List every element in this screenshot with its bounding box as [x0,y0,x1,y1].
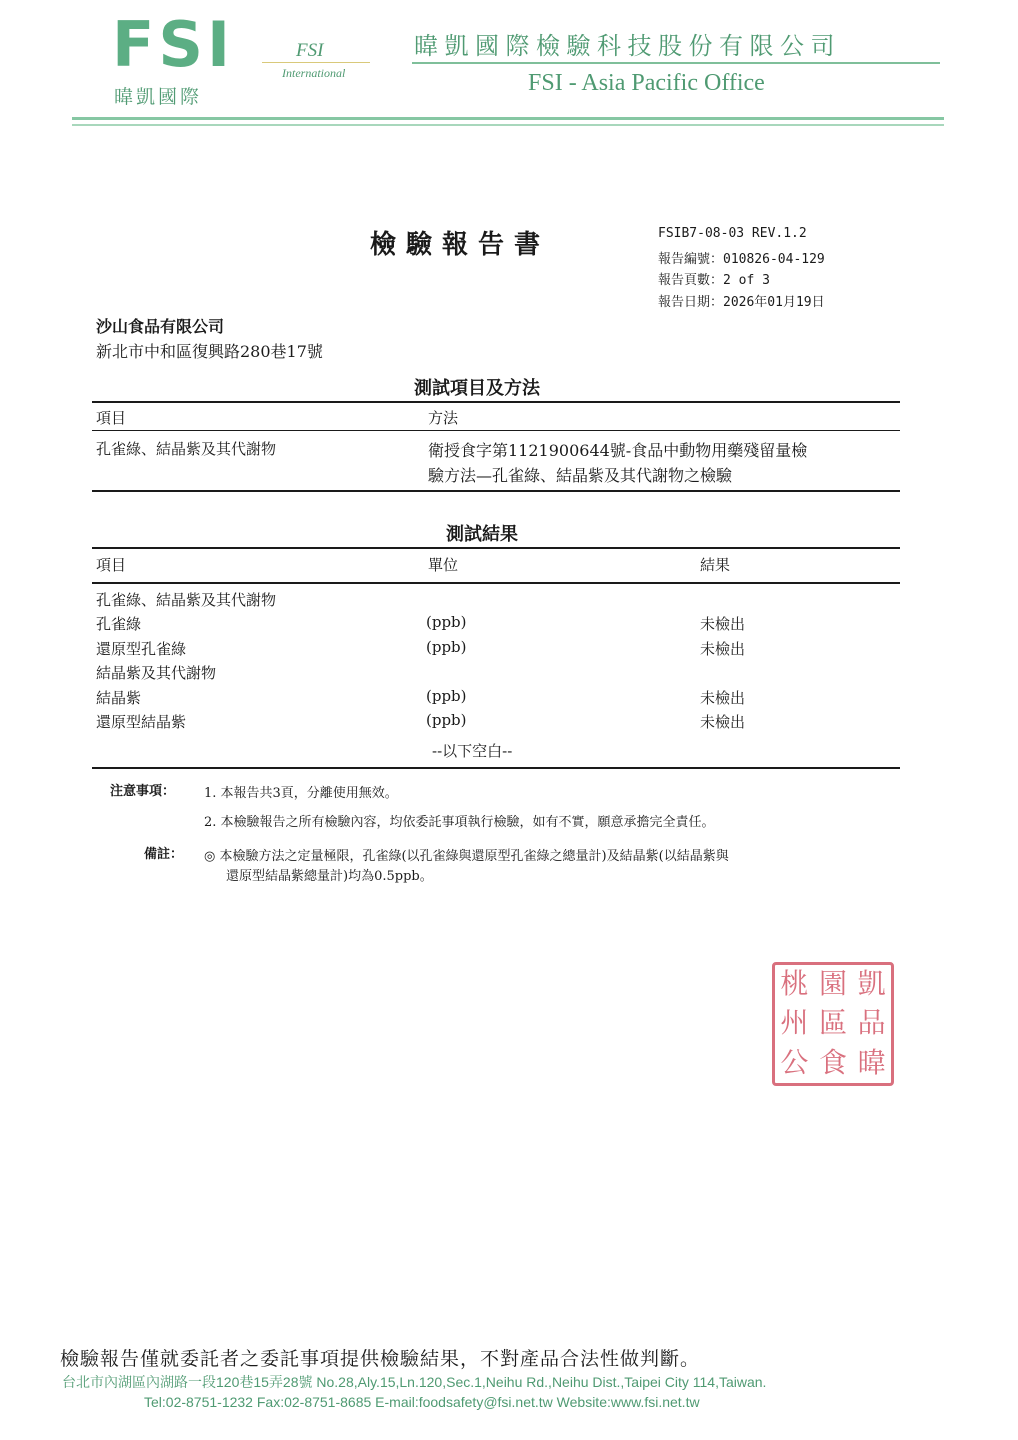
methods-row-item: 孔雀綠、結晶紫及其代謝物 [96,440,277,458]
results-header-unit: 單位 [428,556,459,574]
seal-character: 州 [780,1006,809,1040]
notes-label: 注意事項： [110,784,176,799]
results-row-item: 還原型結晶紫 [96,713,187,731]
header-rule-secondary [72,124,944,126]
results-row-item: 結晶紫 [96,689,142,707]
methods-row-method-line1: 衛授食字第1121900644號-食品中動物用藥殘留量檢 [428,441,808,460]
results-header-result: 結果 [700,556,731,574]
note-item: 2. 本檢驗報告之所有檢驗內容，均依委託事項執行檢驗，如有不實，願意承擔完全責任。 [204,815,715,830]
seal-character: 暐 [857,1045,886,1079]
results-row-item: 還原型孔雀綠 [96,640,187,658]
results-row-result: 未檢出 [700,713,746,731]
results-top-rule [92,547,900,549]
methods-header-rule [92,430,900,431]
seal-character: 區 [818,1006,847,1040]
methods-top-rule [92,401,900,403]
remark-line2: 還原型結晶紫總量計)均為0.5ppb。 [226,869,433,884]
results-end-marker: --以下空白-- [432,742,513,760]
fsi-logo: FSI [112,8,235,81]
results-row-unit: (ppb) [426,613,467,631]
results-row-result: 未檢出 [700,615,746,633]
results-header-item: 項目 [96,556,127,574]
results-bottom-rule [92,767,900,769]
results-row-result: 未檢出 [700,640,746,658]
seal-character: 食 [818,1045,847,1079]
results-row-item: 孔雀綠、結晶紫及其代謝物 [96,591,277,609]
remark-label: 備註： [144,847,184,862]
seal-character: 桃 [780,967,809,1000]
footer-contact: Tel:02-8751-1232 Fax:02-8751-8685 E-mail:foodsafety@fsi.net.tw Website:www.fsi.net.tw [144,1394,700,1410]
footer-address: 台北市內湖區內湖路一段120巷15弄28號 No.28,Aly.15,Ln.120,Sec.1,Neihu Rd.,Neihu Dist.,Taipei City 114,Taiwan. [62,1374,767,1390]
methods-section-title: 測試項目及方法 [414,378,540,399]
company-divider [412,62,940,64]
results-row-unit: (ppb) [426,638,467,656]
remark-line1: ◎ 本檢驗方法之定量極限，孔雀綠(以孔雀綠與還原型孔雀綠之總量計)及結晶紫(以結晶紫與 [204,849,729,864]
company-name-chinese: 暐凱國際檢驗科技股份有限公司 [414,32,841,60]
fsi-international-subtitle: International [282,66,346,80]
company-seal-stamp [772,962,894,1086]
header-rule [72,117,944,120]
seal-character: 園 [818,967,847,1000]
seal-character: 公 [780,1045,809,1079]
methods-header-method: 方法 [428,409,459,427]
results-row-unit: (ppb) [426,687,467,705]
report-number: 報告編號：010826-04-129 [658,252,825,267]
footer-disclaimer: 檢驗報告僅就委託者之委託事項提供檢驗結果，不對產品合法性做判斷。 [60,1348,701,1370]
results-header-rule [92,582,900,584]
form-code: FSIB7-08-03 REV.1.2 [658,226,807,241]
results-row-item: 結晶紫及其代謝物 [96,664,217,682]
note-item: 1. 本報告共3頁，分離使用無效。 [204,786,398,801]
methods-row-method-line2: 驗方法—孔雀綠、結晶紫及其代謝物之檢驗 [428,466,733,485]
document-title: 檢驗報告書 [370,230,551,260]
report-pages: 報告頁數：2 of 3 [658,273,770,288]
report-date: 報告日期：2026年01月19日 [658,295,825,310]
client-address: 新北市中和區復興路280巷17號 [96,342,323,361]
methods-bottom-rule [92,490,900,492]
results-row-unit: (ppb) [426,711,467,729]
results-section-title: 測試結果 [446,524,518,545]
results-row-item: 孔雀綠 [96,615,142,633]
company-name-english: FSI - Asia Pacific Office [528,70,765,96]
client-name: 沙山食品有限公司 [96,317,225,336]
seal-character: 凱 [857,967,886,1000]
intl-logo-underline [262,62,370,63]
methods-header-item: 項目 [96,409,127,427]
fsi-international-logo: FSI [296,40,324,61]
fsi-logo-chinese: 暐凱國際 [114,86,203,108]
results-row-result: 未檢出 [700,689,746,707]
seal-character: 品 [857,1006,886,1040]
